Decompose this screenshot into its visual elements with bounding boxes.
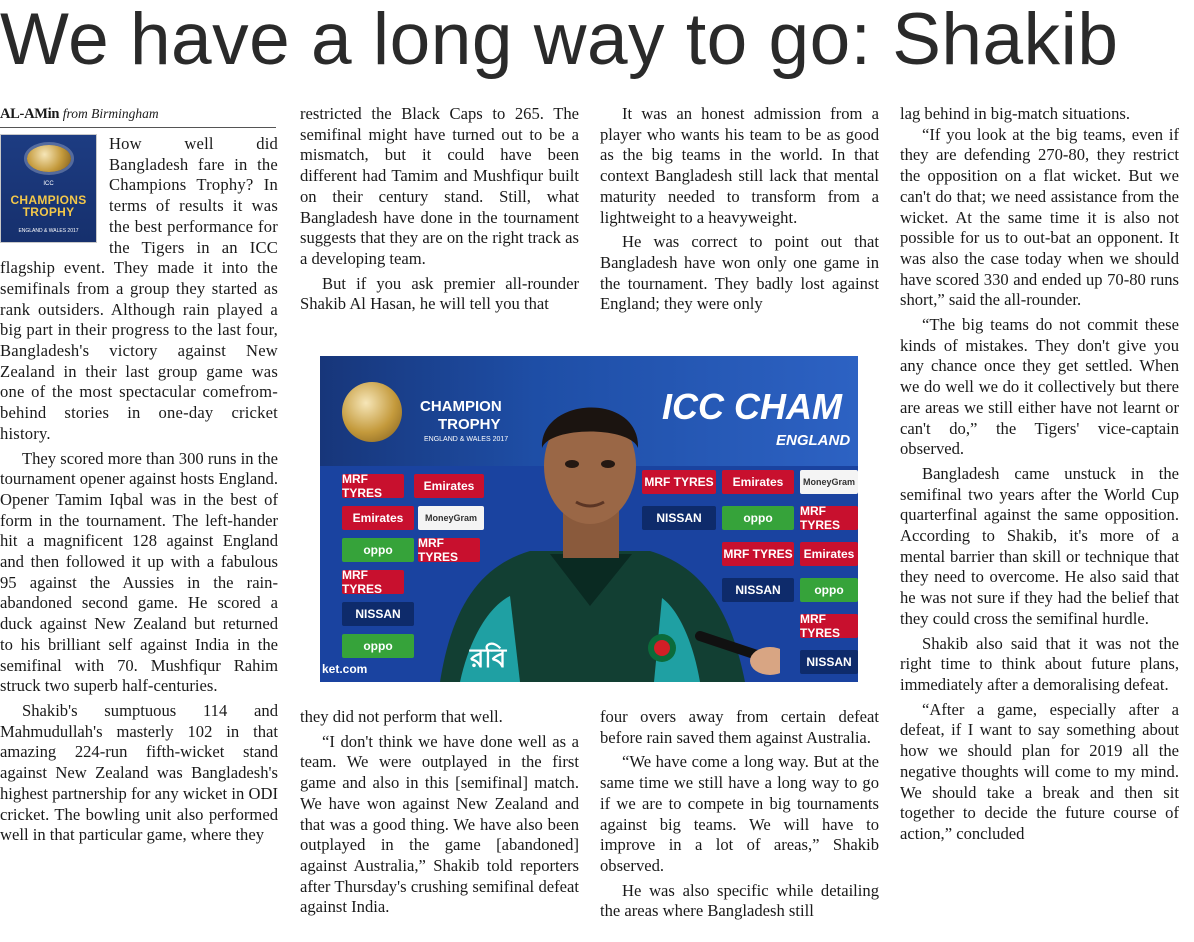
paragraph: lag behind in big-match situations. bbox=[900, 104, 1130, 123]
shakib-press-conference-photo bbox=[320, 356, 858, 682]
paragraph: “The big teams do not commit these kinds of mistakes. They don't give you any chance once they get settled. When we do well we do it collectively but there are areas we still either have not learnt or can't do,” the Tigers' vice-captain observed. bbox=[900, 315, 1179, 459]
logo-line3: ENGLAND & WALES 2017 bbox=[18, 228, 79, 235]
headline: We have a long way to go: Shakib bbox=[0, 0, 1119, 80]
sponsor-emirates: Emirates bbox=[800, 542, 858, 566]
sponsor-moneygram: MoneyGram bbox=[418, 506, 484, 530]
sponsor-nissan: NISSAN bbox=[642, 506, 716, 530]
logo-icc: ICC bbox=[43, 180, 54, 187]
sponsor-mrf: MRF TYRES bbox=[342, 570, 404, 594]
sponsor-mrf: MRF TYRES bbox=[342, 474, 404, 498]
article-column-2-bottom bbox=[300, 707, 579, 918]
photo-banner-text: ICC CHAM bbox=[662, 386, 842, 427]
sponsor-emirates: Emirates bbox=[342, 506, 414, 530]
article-column-3-top bbox=[600, 104, 879, 315]
logo-line1: CHAMPIONS bbox=[10, 193, 87, 208]
sponsor-emirates: Emirates bbox=[722, 470, 794, 494]
paragraph: “After a game, especially after a defeat, if I want to say something about how we should plan for 2019 all the negative thoughts will come to my mind. We should take a break and then sit together to decide the future course of action,” concluded bbox=[900, 699, 1179, 843]
paragraph: they did not perform that well. bbox=[300, 707, 503, 726]
photo-logo-line2: TROPHY bbox=[438, 416, 501, 433]
paragraph: Bangladesh came unstuck in the semifinal two years after the World Cup quarterfinal against the same opposition. According to Shakib, it's more of a mental barrier than skill or technique that they need to overcome. He also said that he was not sure if they had the belief that they could cross the semifinal hurdle. bbox=[900, 463, 1179, 628]
article-column-3-bottom bbox=[600, 707, 879, 922]
paragraph: Shakib also said that it was not the right time to think about future plans, immediately after a demoralising defeat. bbox=[900, 633, 1179, 694]
sponsor-mrf: MRF TYRES bbox=[642, 470, 716, 494]
paragraph: restricted the Black Caps to 265. The semifinal might have turned out to be a mismatch, but it could have been different had Tamim and Mushfiqur built on their century stand. Still, what Bangladesh have done in the tournament suggests that they are on the right track as a developing team. bbox=[300, 104, 579, 268]
champions-trophy-logo bbox=[0, 134, 97, 243]
article-column-4 bbox=[900, 104, 1179, 845]
sponsor-mrf: MRF TYRES bbox=[800, 614, 858, 638]
photo-banner-sub: ENGLAND bbox=[776, 432, 851, 449]
sponsor-nissan: NISSAN bbox=[342, 602, 414, 626]
sponsor-mrf: MRF TYRES bbox=[418, 538, 480, 562]
byline-author: AL-AMin bbox=[0, 106, 60, 122]
champions-trophy-ball-icon bbox=[342, 382, 402, 442]
photo-robi-logo: রবি bbox=[470, 643, 507, 673]
sponsor-mrf: MRF TYRES bbox=[800, 506, 858, 530]
sponsor-oppo: oppo bbox=[342, 634, 414, 658]
paragraph: How well did Bangladesh fare in the Champions Trophy? In terms of results it was the best performance for the Tigers in an ICC flagship event. They made it into the semifinals from a group they started as rank outsiders. Although rain played a big part in their progress to the last four, Bangladesh's victory against New Zealand in their last group game was one of the most spectacular comefrom-behind stories in one-day cricket history. bbox=[0, 134, 278, 443]
photo-logo-line3: ENGLAND & WALES 2017 bbox=[424, 436, 509, 443]
sponsor-oppo: oppo bbox=[722, 506, 794, 530]
sponsor-nissan: NISSAN bbox=[800, 650, 858, 674]
sponsor-emirates: Emirates bbox=[414, 474, 484, 498]
paragraph: It was an honest admission from a player who wants his team to be as good as the big teams in the world. In that context Bangladesh still lack that mental maturity needed to transform from a lightweight to a heavyweight. bbox=[600, 104, 879, 227]
paragraph: Shakib's sumptuous 114 and Mahmudullah's masterly 102 in that amazing 224-run fifth-wicket stand against New Zealand was Bangladesh's highest partnership for any wicket in ODI cricket. The bowling unit also performed well in that particular game, where they bbox=[0, 700, 278, 845]
paragraph: four overs away from certain defeat before rain saved them against Australia. bbox=[600, 707, 879, 747]
paragraph: “I don't think we have done well as a team. We were outplayed in the first game and also in this [semifinal] match. We have won against New Zealand and that was a good thing. We have also been outplayed in the game [abandoned] against Australia,” Shakib told reporters after Thursday's crushing semifinal defeat against India. bbox=[300, 731, 579, 917]
trophy-ball-icon bbox=[27, 145, 71, 172]
article-column-1 bbox=[0, 104, 278, 846]
paragraph: “If you look at the big teams, even if they are defending 270-80, they restrict the opposition on a flat wicket. But we can't do that; we need assistance from the wicket. At the same time it is also not possible for us to out-bat an opponent. It was also the case today when we should have scored 330 and ended up 70-80 runs short,” said the all-rounder. bbox=[900, 124, 1179, 310]
paragraph: He was also specific while detailing the areas where Bangladesh still bbox=[600, 880, 879, 921]
photo-url-fragment: ket.com bbox=[322, 662, 368, 676]
paragraph: He was correct to point out that Bangladesh have won only one game in the tournament. They badly lost against England; they were only bbox=[600, 232, 879, 314]
paragraph: They scored more than 300 runs in the tournament opener against hosts England. Opener Tamim Iqbal was in the best of form in the tournament. The left-hander hit a magnificent 128 against England and then followed it up with a fabulous 95 against the Aussies in the rainabandoned second game. He scored a duck against New Zealand but returned to his brilliant self against India in the semifinal with 70. Mushfiqur Rahim struck two superb half-centuries. bbox=[0, 448, 278, 696]
sponsor-nissan: NISSAN bbox=[722, 578, 794, 602]
sponsor-mrf: MRF TYRES bbox=[722, 542, 794, 566]
sponsor-oppo: oppo bbox=[342, 538, 414, 562]
sponsor-oppo: oppo bbox=[800, 578, 858, 602]
byline-place: from Birmingham bbox=[62, 106, 159, 121]
paragraph: “We have come a long way. But at the same time we still have a long way to go if we are to compete in big tournaments against big teams. We will have to improve in a lot of areas,” Shakib observed. bbox=[600, 752, 879, 875]
paragraph: But if you ask premier all-rounder Shakib Al Hasan, he will tell you that bbox=[300, 273, 579, 314]
photo-logo-line1: CHAMPION bbox=[420, 398, 502, 415]
shakib-figure bbox=[400, 356, 780, 682]
sponsor-moneygram: MoneyGram bbox=[800, 470, 858, 494]
byline bbox=[0, 104, 276, 128]
logo-line2: TROPHY bbox=[22, 205, 75, 220]
article-column-2-top bbox=[300, 104, 579, 315]
